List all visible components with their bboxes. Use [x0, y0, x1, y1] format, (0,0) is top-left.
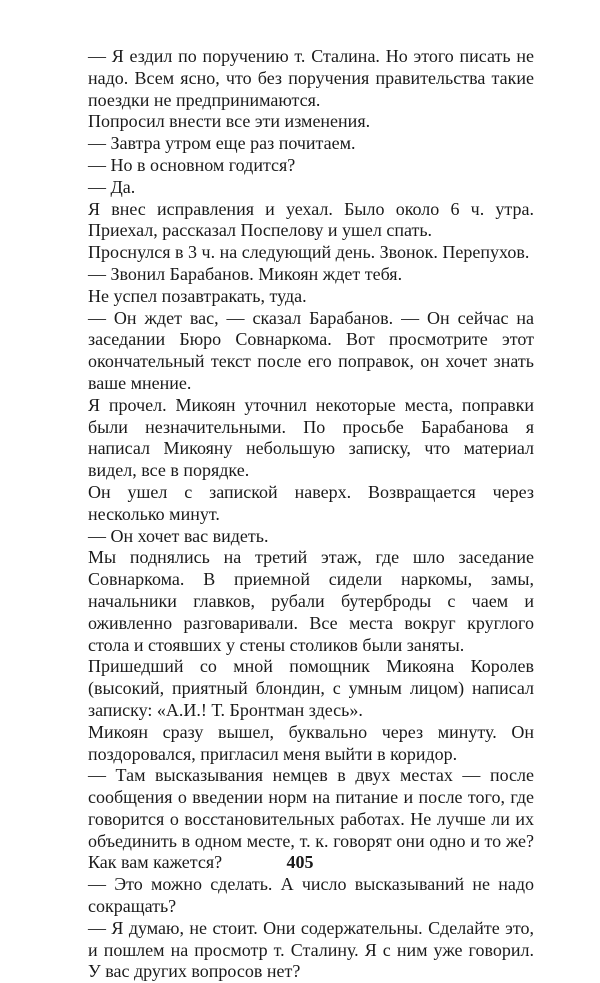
paragraph-5: — Да.: [88, 176, 136, 197]
paragraph-10: — Он ждет вас, — сказал Барабанов. — Он сейчас на заседании Бюро Совнаркома. Вот просмотрите этот окончательный текст после его поправок, он хочет знать ваше мнение.: [88, 307, 534, 393]
paragraph-2: Попросил внести все эти изменения.: [88, 111, 371, 132]
paragraph-9: Не успел позавтракать, туда.: [88, 285, 307, 306]
paragraph-11: Я прочел. Микоян уточнил некоторые места, поправки были незначительными. По просьбе Барабанова я написал Микояну небольшую записку, что материал видел, все в порядке.: [88, 394, 534, 481]
paragraph-16: Микоян сразу вышел, буквально через минуту. Он поздоровался, пригласил меня выйти в коридор.: [88, 721, 534, 764]
paragraph-19: — Я думаю, не стоит. Они содержательны. Сделайте это, и пошлем на просмотр т. Сталину. Я с ним уже говорил. У вас других вопросов нет?: [88, 917, 534, 982]
paragraph-1: — Я ездил по поручению т. Сталина. Но этого писать не надо. Всем ясно, что без поручения правительства такие поездки не предпринимаются.: [88, 46, 534, 110]
page-body: [88, 46, 534, 983]
paragraph-12: Он ушел с запиской наверх. Возвращается через несколько минут.: [88, 481, 534, 524]
paragraph-4: — Но в основном годится?: [88, 154, 296, 175]
paragraph-14: Мы поднялись на третий этаж, где шло заседание Совнаркома. В приемной сидели наркомы, замы, начальники главков, рубали бутерброды с чаем и оживленно разговаривали. Все места вокруг круглого стола и стоявших у стены столиков были заняты.: [88, 547, 534, 655]
paragraph-3: — Завтра утром еще раз почитаем.: [88, 133, 356, 154]
paragraph-17: — Там высказывания немцев в двух местах — после сообщения о введении норм на питание и после того, где говорится о восстановительных работах. Не лучше ли их объединить в одном месте, т. к. говорят они одно и то же? Как вам кажется?: [88, 765, 534, 873]
paragraph-15: Пришедший со мной помощник Микояна Королев (высокий, приятный блондин, с умным лицом) написал записку: «А.И.! Т. Бронтман здесь».: [88, 656, 534, 720]
paragraph-13: — Он хочет вас видеть.: [88, 525, 269, 546]
paragraph-18: — Это можно сделать. А число высказываний не надо сокращать?: [88, 874, 534, 917]
paragraph-6: Я внес исправления и уехал. Было около 6 ч. утра. Приехал, рассказал Поспелову и ушел спать.: [88, 198, 534, 241]
paragraph-8: — Звонил Барабанов. Микоян ждет тебя.: [88, 263, 403, 284]
page-number: 405: [286, 852, 314, 872]
paragraph-7: Проснулся в 3 ч. на следующий день. Звонок. Перепухов.: [88, 242, 530, 263]
